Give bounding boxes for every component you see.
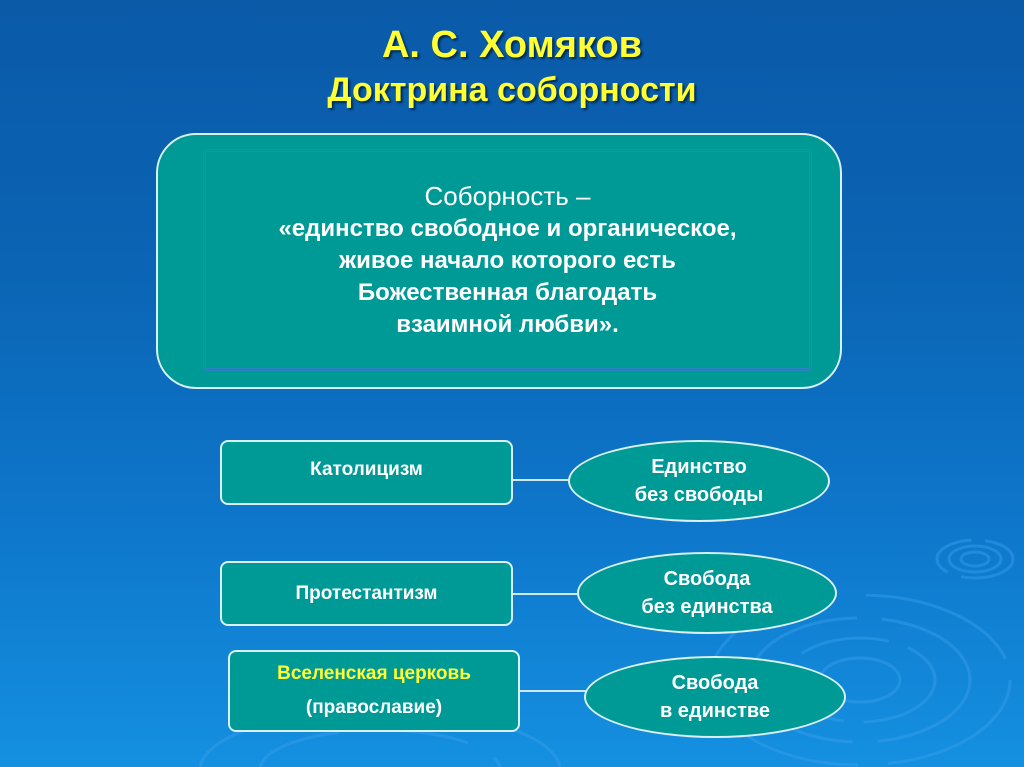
orthodoxy-label: (православие) [305, 697, 443, 718]
trait-line: без свободы [634, 484, 764, 506]
definition-line: Божественная благодать [357, 279, 658, 306]
catholicism-trait-ellipse [568, 440, 830, 522]
connector-line [512, 479, 572, 481]
universal-church-trait-ellipse [584, 656, 846, 738]
definition-line: взаимной любви». [396, 311, 619, 338]
connector-line [518, 690, 588, 692]
title-doctrine: Доктрина соборности [327, 71, 697, 109]
slide-title [0, 22, 1024, 112]
catholicism-box [220, 440, 513, 505]
protestantism-box [220, 561, 513, 626]
definition-box [156, 133, 842, 389]
trait-line: Свобода [663, 568, 751, 590]
universal-church-label: Вселенская церковь [277, 663, 471, 684]
trait-line: в единстве [659, 700, 771, 722]
title-author: А. С. Хомяков [381, 24, 643, 66]
trait-line: без единства [641, 596, 773, 618]
protestantism-label: Протестантизм [295, 582, 438, 604]
definition-line: «единство свободное и органическое, [278, 215, 737, 242]
definition-inner-frame [203, 149, 812, 371]
trait-line: Свобода [671, 672, 759, 694]
trait-line: Единство [651, 456, 747, 478]
catholicism-label: Католицизм [310, 458, 423, 480]
connector-line [512, 593, 582, 595]
universal-church-box [228, 650, 520, 732]
definition-line: живое начало которого есть [339, 247, 676, 274]
protestantism-trait-ellipse [577, 552, 837, 634]
definition-term: Соборность – [424, 181, 591, 211]
